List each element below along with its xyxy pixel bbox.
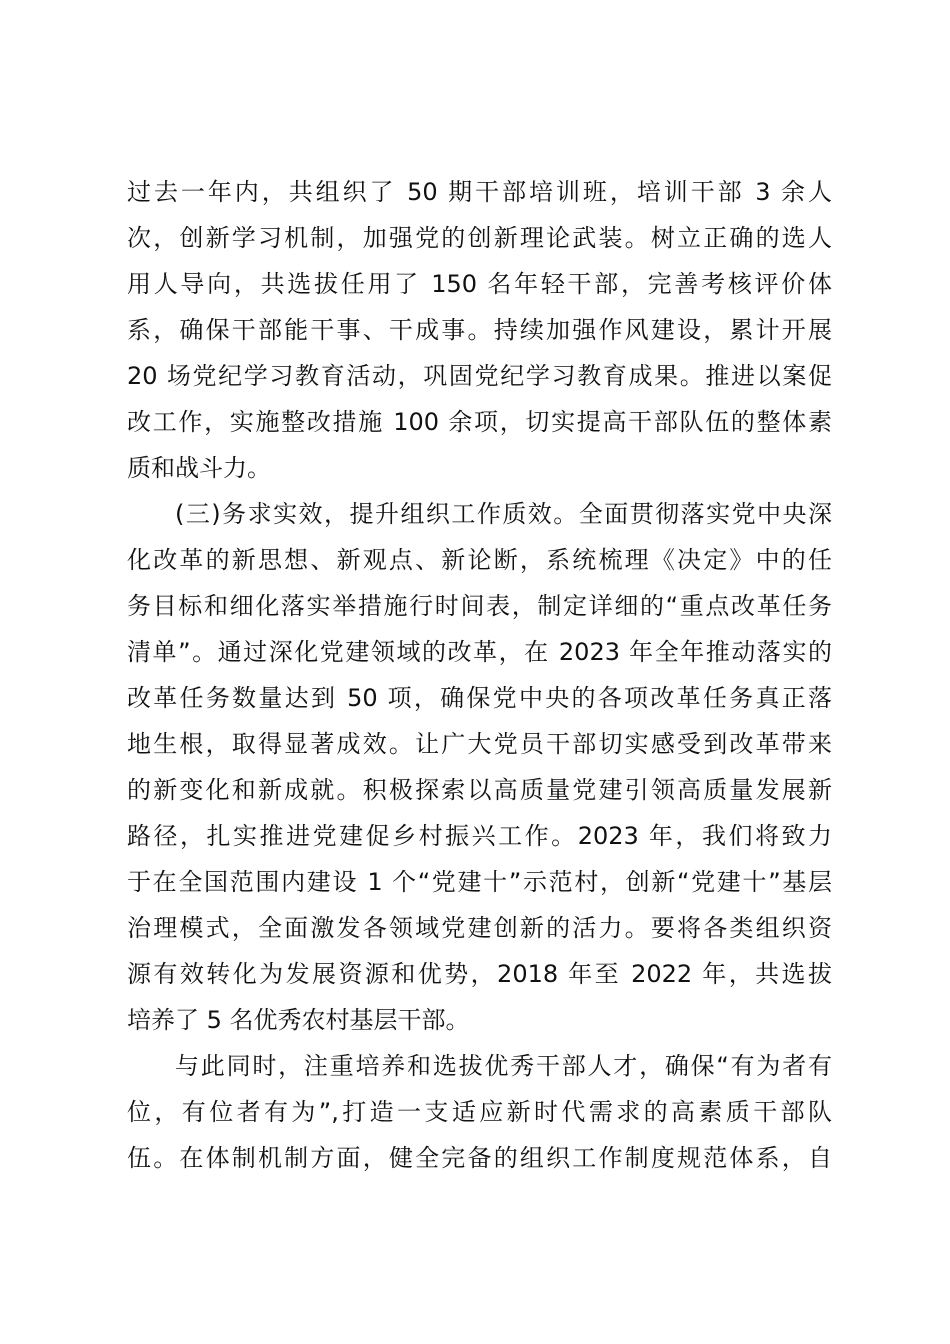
text-line: 治理模式，全面激发各领域党建创新的活力。要将各类组织资 <box>127 914 832 942</box>
text-line: 位，有位者有为”,打造一支适应新时代需求的高素质干部队 <box>127 1098 832 1126</box>
text-line: 伍。在体制机制方面，健全完备的组织工作制度规范体系，自 <box>127 1144 832 1172</box>
text-line: 质和战斗力。 <box>127 454 271 482</box>
text-line: 改工作，实施整改措施 100 余项，切实提高干部队伍的整体素 <box>127 408 832 436</box>
text-line: 路径，扎实推进党建促乡村振兴工作。2023 年，我们将致力 <box>127 822 832 850</box>
text-line: 次，创新学习机制，加强党的创新理论武装。树立正确的选人 <box>127 224 832 252</box>
paragraph-start-line: 与此同时，注重培养和选拔优秀干部人才，确保“有为者有 <box>175 1052 832 1080</box>
text-line: 用人导向，共选拔任用了 150 名年轻干部，完善考核评价体 <box>127 270 832 298</box>
text-line: 过去一年内，共组织了 50 期干部培训班，培训干部 3 余人 <box>127 178 832 206</box>
text-line: 清单”。通过深化党建领域的改革，在 2023 年全年推动落实的 <box>127 638 832 666</box>
text-line: 改革任务数量达到 50 项，确保党中央的各项改革任务真正落 <box>127 684 832 712</box>
text-line: 的新变化和新成就。积极探索以高质量党建引领高质量发展新 <box>127 776 832 804</box>
text-line: 于在全国范围内建设 1 个“党建十”示范村，创新“党建十”基层 <box>127 868 832 896</box>
text-line: 系，确保干部能干事、干成事。持续加强作风建设，累计开展 <box>127 316 832 344</box>
text-line: 20 场党纪学习教育活动，巩固党纪学习教育成果。推进以案促 <box>127 362 832 390</box>
text-line: 源有效转化为发展资源和优势，2018 年至 2022 年，共选拔 <box>127 960 832 988</box>
text-line: 务目标和细化落实举措施行时间表，制定详细的“重点改革任务 <box>127 592 832 620</box>
text-line: 培养了 5 名优秀农村基层干部。 <box>127 1006 470 1034</box>
text-line: 化改革的新思想、新观点、新论断，系统梳理《决定》中的任 <box>127 546 832 574</box>
paragraph-start-line: (三)务求实效，提升组织工作质效。全面贯彻落实党中央深 <box>175 500 832 528</box>
text-line: 地生根，取得显著成效。让广大党员干部切实感受到改革带来 <box>127 730 832 758</box>
